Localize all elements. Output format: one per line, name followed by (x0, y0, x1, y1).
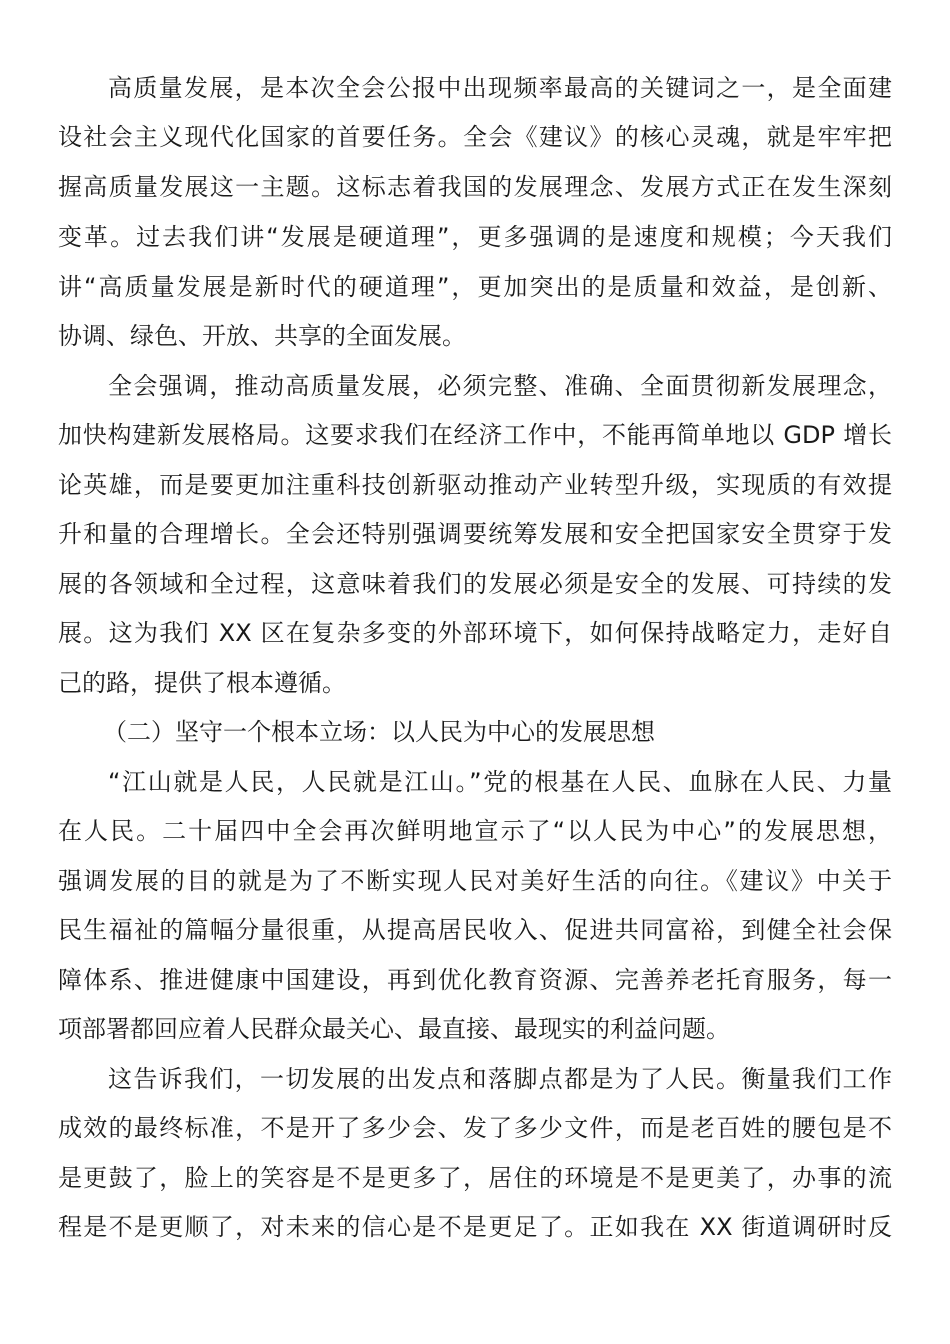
text-line: 展的各领域和全过程，这意味着我们的发展必须是安全的发展、可持续的发 (58, 570, 892, 598)
text-line: 己的路，提供了根本遵循。 (58, 669, 346, 697)
text-line: 是更鼓了，脸上的笑容是不是更多了，居住的环境是不是更美了，办事的流 (58, 1164, 892, 1192)
text-line: 论英雄，而是要更加注重科技创新驱动推动产业转型升级，实现质的有效提 (58, 471, 892, 499)
text-line: 这告诉我们，一切发展的出发点和落脚点都是为了人民。衡量我们工作 (108, 1065, 892, 1093)
text-line: 成效的最终标准，不是开了多少会、发了多少文件，而是老百姓的腰包是不 (58, 1114, 892, 1142)
text-line: 程是不是更顺了，对未来的信心是不是更足了。正如我在 XX 街道调研时反 (58, 1213, 892, 1241)
text-line: 民生福祉的篇幅分量很重，从提高居民收入、促进共同富裕，到健全社会保 (58, 916, 892, 944)
text-line: 协调、绿色、开放、共享的全面发展。 (58, 322, 466, 350)
text-line: 高质量发展，是本次全会公报中出现频率最高的关键词之一，是全面建 (108, 74, 892, 102)
text-line: 变革。过去我们讲“发展是硬道理”，更多强调的是速度和规模；今天我们 (58, 223, 892, 251)
text-line: 全会强调，推动高质量发展，必须完整、准确、全面贯彻新发展理念， (108, 372, 892, 400)
text-line: 握高质量发展这一主题。这标志着我国的发展理念、发展方式正在发生深刻 (58, 173, 892, 201)
section-heading: （二）坚守一个根本立场：以人民为中心的发展思想 (103, 718, 655, 746)
text-line: 强调发展的目的就是为了不断实现人民对美好生活的向往。《建议》中关于 (58, 867, 892, 895)
text-line: 障体系、推进健康中国建设，再到优化教育资源、完善养老托育服务，每一 (58, 966, 892, 994)
text-line: 加快构建新发展格局。这要求我们在经济工作中，不能再简单地以 GDP 增长 (58, 421, 892, 449)
text-line: 展。这为我们 XX 区在复杂多变的外部环境下，如何保持战略定力，走好自 (58, 619, 892, 647)
text-line: 讲“高质量发展是新时代的硬道理”，更加突出的是质量和效益，是创新、 (58, 273, 892, 301)
text-line: “江山就是人民，人民就是江山。”党的根基在人民、血脉在人民、力量 (108, 768, 892, 796)
text-line: 项部署都回应着人民群众最关心、最直接、最现实的利益问题。 (58, 1015, 730, 1043)
text-line: 设社会主义现代化国家的首要任务。全会《建议》的核心灵魂，就是牢牢把 (58, 123, 892, 151)
text-line: 在人民。二十届四中全会再次鲜明地宣示了“以人民为中心”的发展思想， (58, 817, 892, 845)
text-line: 升和量的合理增长。全会还特别强调要统筹发展和安全把国家安全贯穿于发 (58, 520, 892, 548)
